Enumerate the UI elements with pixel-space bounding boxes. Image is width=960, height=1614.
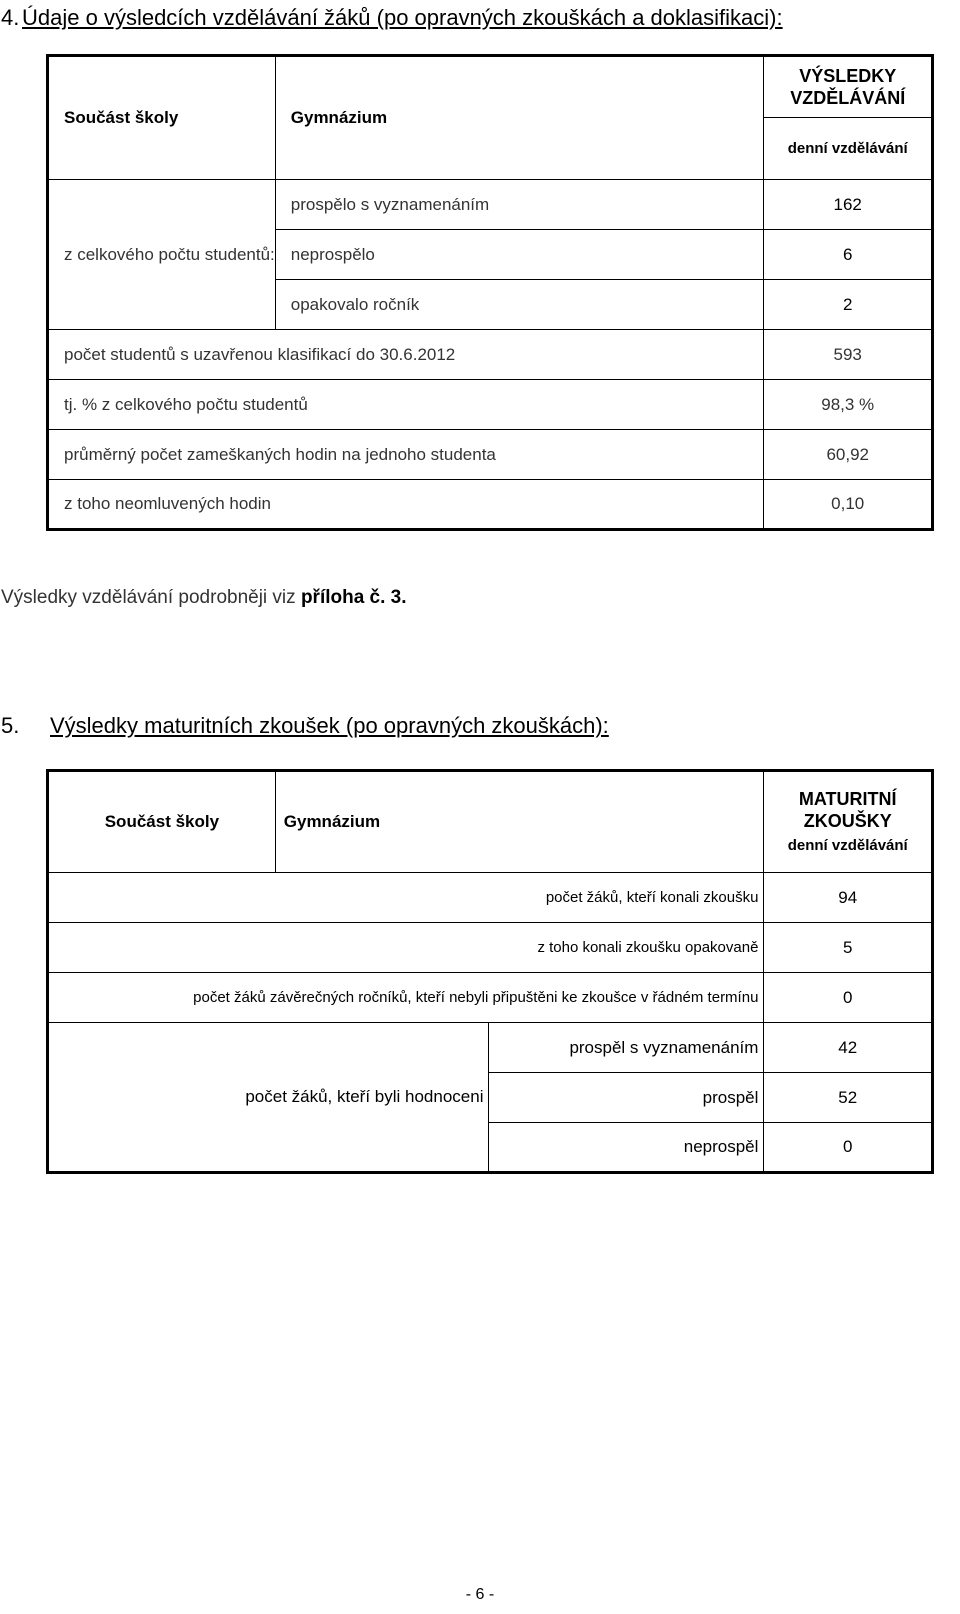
row-value: 2 (764, 280, 933, 330)
page-number: - 6 - (465, 1586, 495, 1603)
row-label: průměrný počet zameškaných hodin na jednoho studenta (48, 430, 764, 480)
results-note (1, 586, 407, 610)
row-label: prospěl s vyznamenáním (489, 1023, 764, 1073)
row-value: 6 (764, 230, 933, 280)
section-title: Údaje o výsledcích vzdělávání žáků (po opravných zkouškách a doklasifikaci): (22, 5, 783, 30)
header-school-part: Součást školy (48, 771, 276, 873)
section-title: Výsledky maturitních zkoušek (po opravných zkouškách): (50, 713, 609, 738)
group-label-evaluated: počet žáků, kteří byli hodnoceni (48, 1023, 489, 1173)
row-label: počet žáků, kteří konali zkoušku (48, 873, 764, 923)
row-value: 5 (764, 923, 933, 973)
section-number: 4. (1, 5, 20, 30)
note-attachment-ref: příloha č. 3. (300, 587, 407, 608)
row-label: prospělo s vyznamenáním (275, 180, 764, 230)
row-label: počet žáků závěrečných ročníků, kteří nebyli připuštěni ke zkoušce v řádném termínu (48, 973, 764, 1023)
maturita-results-table (46, 769, 934, 1174)
header-maturita (764, 771, 933, 873)
section-4-heading (1, 5, 783, 31)
row-value: 52 (764, 1073, 933, 1123)
group-label-total-students: z celkového počtu studentů: (48, 180, 276, 330)
education-results-table (46, 54, 934, 531)
row-value: 593 (764, 330, 933, 380)
row-label: z toho konali zkoušku opakovaně (48, 923, 764, 973)
row-label: tj. % z celkového počtu studentů (48, 380, 764, 430)
header-school-part: Součást školy (48, 56, 276, 180)
row-value: 162 (764, 180, 933, 230)
header-gymnazium: Gymnázium (275, 771, 764, 873)
row-label: neprospělo (275, 230, 764, 280)
header-gymnazium: Gymnázium (275, 56, 764, 180)
note-text: Výsledky vzdělávání podrobněji viz (1, 587, 301, 608)
row-value: 60,92 (764, 430, 933, 480)
header-results: VÝSLEDKY VZDĚLÁVÁNÍ (764, 56, 933, 118)
header-daily-education: denní vzdělávání (787, 837, 908, 854)
section-5-heading (1, 713, 609, 739)
row-label: neprospěl (489, 1123, 764, 1173)
row-label: opakovalo ročník (275, 280, 764, 330)
row-label: počet studentů s uzavřenou klasifikací do 30.6.2012 (48, 330, 764, 380)
header-daily-education: denní vzdělávání (764, 118, 933, 180)
row-value: 0 (764, 973, 933, 1023)
row-value: 0,10 (764, 480, 933, 530)
section-number: 5. (1, 713, 20, 738)
row-value: 98,3 % (764, 380, 933, 430)
row-value: 94 (764, 873, 933, 923)
row-label: prospěl (489, 1073, 764, 1123)
row-value: 42 (764, 1023, 933, 1073)
row-label: z toho neomluvených hodin (48, 480, 764, 530)
row-value: 0 (764, 1123, 933, 1173)
header-maturita-title: MATURITNÍ ZKOUŠKY (798, 789, 897, 831)
